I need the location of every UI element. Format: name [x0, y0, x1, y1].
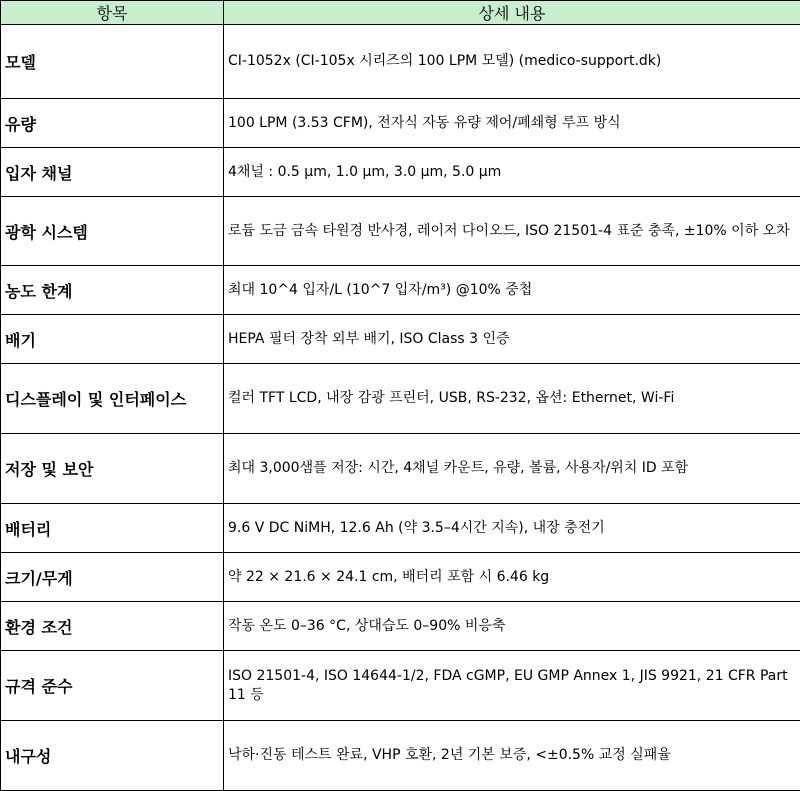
row-detail: 최대 10^4 입자/L (10^7 입자/m³) @10% 중첩 — [224, 266, 800, 315]
row-item-label: 농도 한계 — [1, 266, 224, 315]
row-item-label: 광학 시스템 — [1, 197, 224, 266]
table-row — [1, 148, 800, 197]
header-detail: 상세 내용 — [224, 1, 800, 25]
row-detail: 컬러 TFT LCD, 내장 감광 프린터, USB, RS-232, 옵션: Ethernet, Wi-Fi — [224, 364, 800, 434]
row-detail: 로듐 도금 금속 타원경 반사경, 레이저 다이오드, ISO 21501-4 표준 충족, ±10% 이하 오차 — [224, 197, 800, 266]
row-detail: 작동 온도 0–36 °C, 상대습도 0–90% 비응축 — [224, 602, 800, 651]
table-row — [1, 197, 800, 266]
header-item: 항목 — [1, 1, 224, 25]
row-detail: 낙하·진동 테스트 완료, VHP 호환, 2년 기본 보증, <±0.5% 교정 실패율 — [224, 721, 800, 791]
table-row — [1, 721, 800, 791]
row-detail: 9.6 V DC NiMH, 12.6 Ah (약 3.5–4시간 지속), 내장 충전기 — [224, 504, 800, 553]
row-detail: 최대 3,000샘플 저장: 시간, 4채널 카운트, 유량, 볼륨, 사용자/위치 ID 포함 — [224, 434, 800, 504]
table-row — [1, 602, 800, 651]
row-item-label: 규격 준수 — [1, 651, 224, 721]
header-row — [1, 1, 800, 25]
row-detail: 약 22 × 21.6 × 24.1 cm, 배터리 포함 시 6.46 kg — [224, 553, 800, 602]
row-item-label: 입자 채널 — [1, 148, 224, 197]
row-item-label: 모델 — [1, 25, 224, 99]
row-detail: CI-1052x (CI-105x 시리즈의 100 LPM 모델) (medico-support.dk) — [224, 25, 800, 99]
row-detail: ISO 21501-4, ISO 14644-1/2, FDA cGMP, EU GMP Annex 1, JIS 9921, 21 CFR Part 11 등 — [224, 651, 800, 721]
table-row — [1, 266, 800, 315]
table-row — [1, 553, 800, 602]
table-row — [1, 651, 800, 721]
row-item-label: 유량 — [1, 99, 224, 148]
row-item-label: 환경 조건 — [1, 602, 224, 651]
row-item-label: 디스플레이 및 인터페이스 — [1, 364, 224, 434]
row-detail: 100 LPM (3.53 CFM), 전자식 자동 유량 제어/폐쇄형 루프 방식 — [224, 99, 800, 148]
table-row — [1, 99, 800, 148]
table-row — [1, 504, 800, 553]
row-item-label: 내구성 — [1, 721, 224, 791]
row-detail: 4채널 : 0.5 µm, 1.0 µm, 3.0 µm, 5.0 µm — [224, 148, 800, 197]
row-item-label: 배터리 — [1, 504, 224, 553]
table-row — [1, 315, 800, 364]
table-header — [1, 1, 800, 25]
row-item-label: 배기 — [1, 315, 224, 364]
table-body — [1, 25, 800, 791]
row-item-label: 저장 및 보안 — [1, 434, 224, 504]
row-detail: HEPA 필터 장착 외부 배기, ISO Class 3 인증 — [224, 315, 800, 364]
table-row — [1, 434, 800, 504]
table-row — [1, 364, 800, 434]
row-item-label: 크기/무게 — [1, 553, 224, 602]
table-row — [1, 25, 800, 99]
